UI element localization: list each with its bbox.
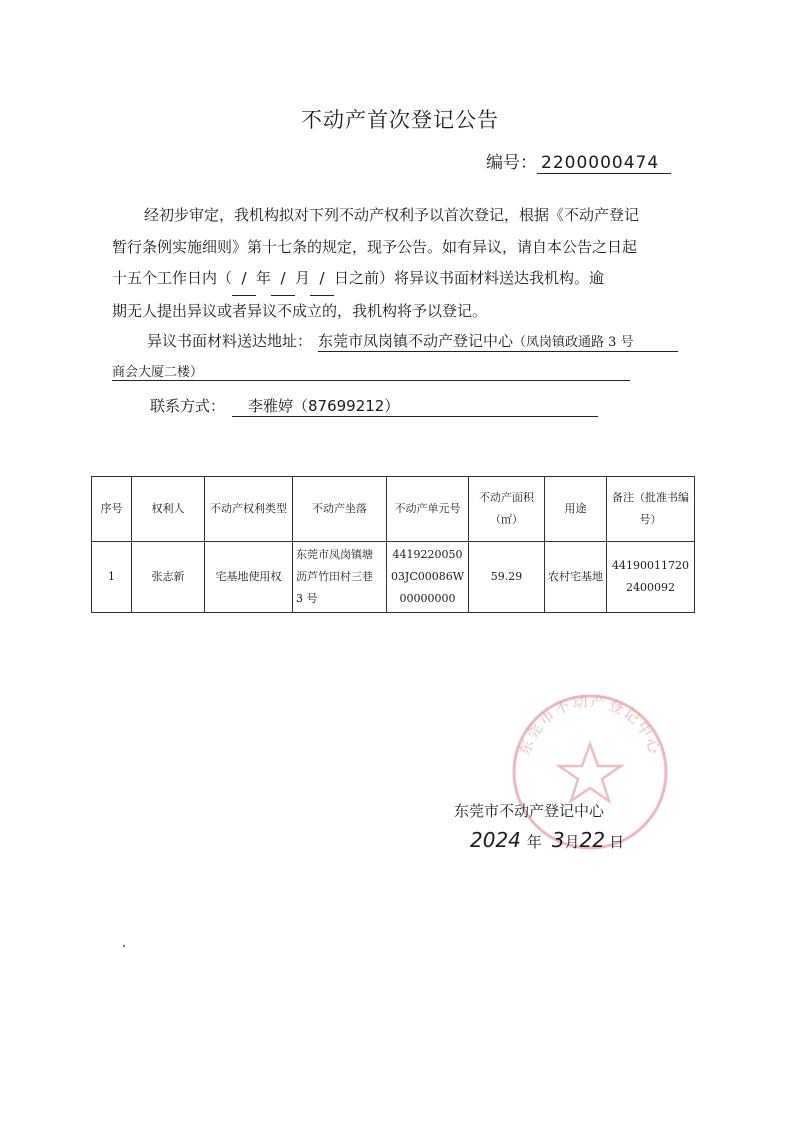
- deadline-suffix: 日之前）将异议书面材料送达我机构。逾: [334, 269, 605, 287]
- contact-label: 联系方式：: [150, 397, 226, 415]
- page-title: 不动产首次登记公告: [301, 108, 499, 132]
- header-cell-area: 不动产面积（㎡）: [469, 477, 545, 542]
- announcement-body: [112, 200, 692, 327]
- deadline-day-blank: /: [310, 263, 334, 296]
- table-row: [92, 542, 695, 613]
- document-number: [486, 148, 671, 174]
- cell-remark: 441900117202400092: [607, 542, 695, 613]
- address-label: 异议书面材料送达地址：: [147, 332, 313, 350]
- signature-day-handwritten: 22: [579, 828, 606, 852]
- cell-area: 59.29: [469, 542, 545, 613]
- cell-right-type: 宅基地使用权: [205, 542, 293, 613]
- document-number-value: 2200000474: [537, 153, 671, 174]
- address-value: [318, 330, 678, 352]
- signature-year-char: 年: [526, 833, 542, 851]
- signature-month-char: 月: [564, 833, 580, 851]
- header-cell-remark: 备注（批准书编号）: [607, 477, 695, 542]
- seal-ring: [514, 696, 666, 848]
- deadline-prefix: 十五个工作日内（: [112, 269, 233, 287]
- registration-table: [91, 476, 695, 613]
- paragraph-line-3: [112, 263, 692, 296]
- signature-day-char: 日: [609, 833, 625, 851]
- scan-speck: [123, 945, 125, 947]
- table-header-row: [92, 477, 695, 542]
- header-cell-usage: 用途: [545, 477, 607, 542]
- header-cell-location: 不动产坐落: [293, 477, 387, 542]
- header-cell-right-type: 不动产权利类型: [205, 477, 293, 542]
- address-main: 东莞市凤岗镇不动产登记中心: [318, 332, 514, 350]
- paragraph-line-2: 暂行条例实施细则》第十七条的规定，现予公告。如有异议，请自本公告之日起: [112, 237, 638, 256]
- header-cell-unit-number: 不动产单元号: [387, 477, 469, 542]
- seal-star-icon: [559, 744, 621, 801]
- header-cell-holder: 权利人: [132, 477, 205, 542]
- signature-date: [470, 828, 624, 852]
- deadline-year-char: 年: [256, 269, 272, 287]
- deadline-month-blank: /: [271, 263, 295, 296]
- cell-usage: 农村宅基地: [545, 542, 607, 613]
- cell-unit-number: 441922005003JC00086W00000000: [387, 542, 469, 613]
- address-paren: （凤岗镇政通路 3 号: [513, 335, 634, 350]
- deadline-month-char: 月: [295, 269, 311, 287]
- signature-organization: 东莞市不动产登记中心: [454, 802, 605, 820]
- paragraph-line-1: 经初步审定，我机构拟对下列不动产权利予以首次登记，根据《不动产登记: [144, 206, 640, 224]
- document-number-label: 编号：: [486, 153, 537, 173]
- header-cell-index: 序号: [92, 477, 132, 542]
- signature-month-handwritten: 3: [551, 828, 565, 852]
- signature-year-handwritten: 2024: [470, 828, 521, 852]
- deadline-year-blank: /: [232, 263, 256, 296]
- cell-index: 1: [92, 542, 132, 613]
- paragraph-line-4: 期无人提出异议或者异议不成立的，我机构将予以登记。: [112, 301, 488, 320]
- cell-location: 东莞市凤岗镇塘沥芦竹田村三巷 3 号: [293, 542, 387, 613]
- seal-text: 东莞市不动产登记中心: [515, 691, 665, 758]
- address-continuation: 商会大厦二楼）: [112, 361, 630, 381]
- cell-holder: 张志新: [132, 542, 205, 613]
- contact-value: 李雅婷（87699212）: [232, 395, 598, 417]
